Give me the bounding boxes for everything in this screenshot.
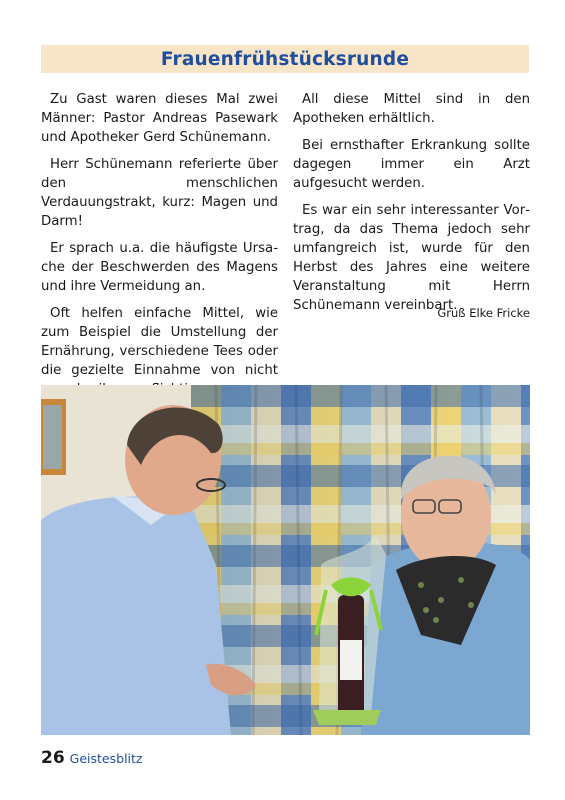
article-title: Frauenfrühstücksrunde	[160, 48, 410, 70]
paragraph: Bei ernsthafter Erkrankung sollte dagegen immer ein Arzt aufgesucht werden.	[293, 138, 530, 191]
event-photo	[41, 385, 530, 735]
paragraph: Herr Schünemann referierte über den menschlichen Verdauungstrakt, kurz: Magen und Darm!	[41, 157, 278, 229]
page-number: 26	[41, 748, 65, 768]
magazine-name: Geistesblitz	[69, 751, 143, 766]
signature: Gruß Elke Fricke	[437, 306, 530, 320]
paragraph: Zu Gast waren dieses Mal zwei Männer: Pastor Andreas Pasewark und Apotheker Gerd Schünemann.	[41, 92, 278, 145]
paragraph: All diese Mittel sind in den Apotheken erhältlich.	[293, 92, 530, 126]
paragraph: Oft helfen einfache Mittel, wie zum Beispiel die Umstellung der Ernährung, verschiedene Tees oder die gezielte Einnahme von nicht	[41, 306, 278, 378]
article-column-left	[41, 90, 278, 426]
page-footer	[41, 748, 142, 768]
paragraph: Er sprach u.a. die häufigste Ursache der Beschwerden des Magens und ihre Vermeidung an.	[41, 241, 278, 294]
article-column-right	[293, 90, 530, 323]
article-title-bar	[41, 45, 529, 73]
paragraph: Es war ein sehr interessanter Vortrag, da das Thema jedoch sehr umfangreich ist, wurde für den Herbst des Jahres eine weitere Veranstaltung mit Herrn Schünemann vereinbart.	[293, 203, 530, 313]
